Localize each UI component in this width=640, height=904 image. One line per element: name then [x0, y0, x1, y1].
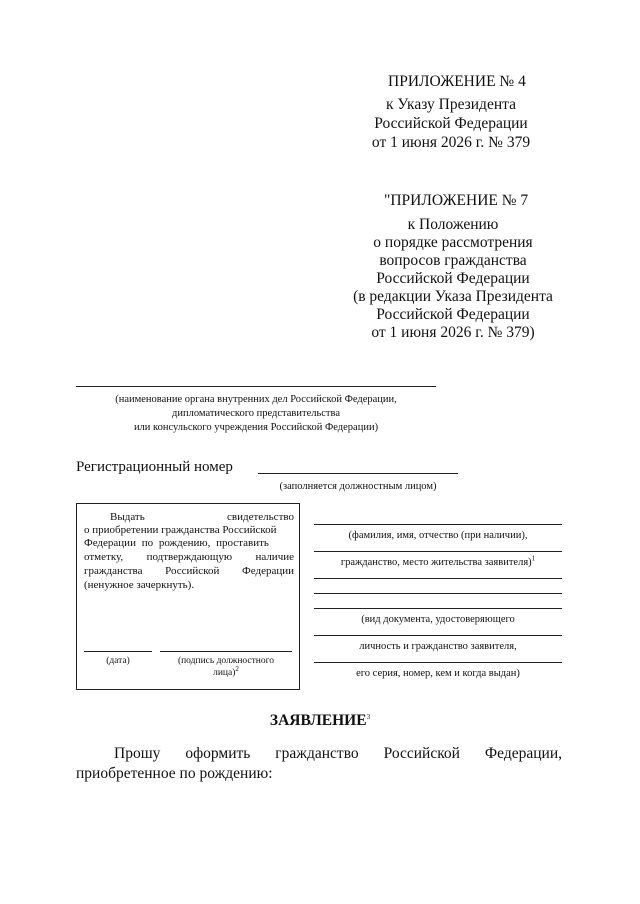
- box-word-russian: Российской: [165, 565, 220, 577]
- applicant-document-hint-1: (вид документа, удостоверяющего: [361, 614, 515, 625]
- date-input-line[interactable]: [84, 651, 152, 652]
- box-word-certificate: свидетельство: [227, 511, 294, 523]
- applicant-citizenship-text: гражданство, место жительства заявителя): [340, 557, 532, 568]
- appendix-7-title: "ПРИЛОЖЕНИЕ № 7: [384, 192, 529, 209]
- official-signature-label: (подпись должностного: [177, 656, 275, 666]
- appendix-7-line5: (в редакции Указа Президента: [353, 288, 553, 305]
- date-label: (дата): [106, 656, 130, 666]
- footnote-1-marker: 1: [531, 554, 536, 563]
- box-word-presence: наличие: [255, 551, 294, 563]
- statement-title: [0, 711, 640, 730]
- statement-word-5: Федерации,: [484, 745, 562, 762]
- footnote-3-marker: 3: [366, 712, 371, 721]
- box-word-issue: Выдать: [110, 511, 145, 523]
- applicant-address-line-1[interactable]: [314, 578, 562, 579]
- appendix-7-line4: Российской Федерации: [376, 270, 530, 287]
- statement-word-1: Прошу: [114, 745, 161, 762]
- appendix-4-line2: Российской Федерации: [374, 115, 528, 132]
- statement-word-4: Российской: [383, 745, 460, 762]
- official-signature-line[interactable]: [160, 651, 292, 652]
- box-line6: (ненужное зачеркнуть).: [84, 579, 195, 591]
- applicant-fio-line[interactable]: [314, 524, 562, 525]
- authority-hint-line1: (наименование органа внутренних дел Российской Федерации,: [115, 394, 397, 405]
- applicant-document-line-3[interactable]: [314, 662, 562, 663]
- box-line1: [84, 511, 294, 524]
- statement-body-line2: приобретенное по рождению:: [76, 765, 273, 782]
- applicant-document-line[interactable]: [314, 608, 562, 609]
- appendix-4-title: ПРИЛОЖЕНИЕ № 4: [388, 73, 526, 90]
- authority-underline[interactable]: [76, 386, 436, 387]
- applicant-address-line-2[interactable]: [314, 593, 562, 594]
- appendix-7-line6: Российской Федерации: [376, 306, 530, 323]
- registration-label: Регистрационный номер: [76, 459, 233, 475]
- appendix-4-line3: от 1 июня 2026 г. № 379: [371, 134, 531, 151]
- footnote-2-marker: 2: [235, 664, 239, 673]
- box-line4: [84, 551, 294, 564]
- appendix-7-line2: о порядке рассмотрения: [373, 234, 533, 251]
- box-line2: о приобретении гражданства Российской: [84, 524, 277, 536]
- appendix-4-line1: к Указу Президента: [386, 96, 516, 113]
- registration-hint: (заполняется должностным лицом): [279, 481, 437, 492]
- applicant-document-hint-3: его серия, номер, кем и когда выдан): [356, 668, 520, 679]
- box-word-confirming: подтверждающую: [146, 551, 233, 563]
- statement-word-2: оформить: [185, 745, 251, 762]
- applicant-document-line-2[interactable]: [314, 635, 562, 636]
- statement-title-text: ЗАЯВЛЕНИЕ: [269, 712, 367, 729]
- official-signature-label-2-text: лица): [213, 668, 236, 678]
- applicant-fio-hint: (фамилия, имя, отчество (при наличии),: [348, 530, 528, 541]
- box-word-mark: отметку,: [84, 551, 124, 563]
- appendix-7-line7: от 1 июня 2026 г. № 379): [371, 324, 535, 341]
- appendix-7-line3: вопросов гражданства: [379, 252, 527, 269]
- box-line5: [84, 565, 294, 578]
- box-line3: Федерации по рождению, проставить: [84, 537, 269, 549]
- authority-hint-line3: или консульского учреждения Российской Федерации): [133, 422, 379, 433]
- statement-body-line1: [114, 744, 562, 763]
- authority-hint-line2: дипломатического представительства: [172, 408, 340, 419]
- official-signature-label-2: [160, 664, 292, 679]
- statement-word-3: гражданство: [275, 745, 359, 762]
- registration-number-input[interactable]: [258, 473, 458, 474]
- applicant-citizenship-hint: [314, 556, 562, 569]
- applicant-document-hint-2: личность и гражданство заявителя,: [359, 641, 517, 652]
- box-word-citizenship: гражданства: [84, 565, 143, 577]
- box-word-federation: Федерации: [242, 565, 294, 577]
- appendix-7-line1: к Положению: [407, 216, 499, 233]
- applicant-citizenship-line[interactable]: [314, 551, 562, 552]
